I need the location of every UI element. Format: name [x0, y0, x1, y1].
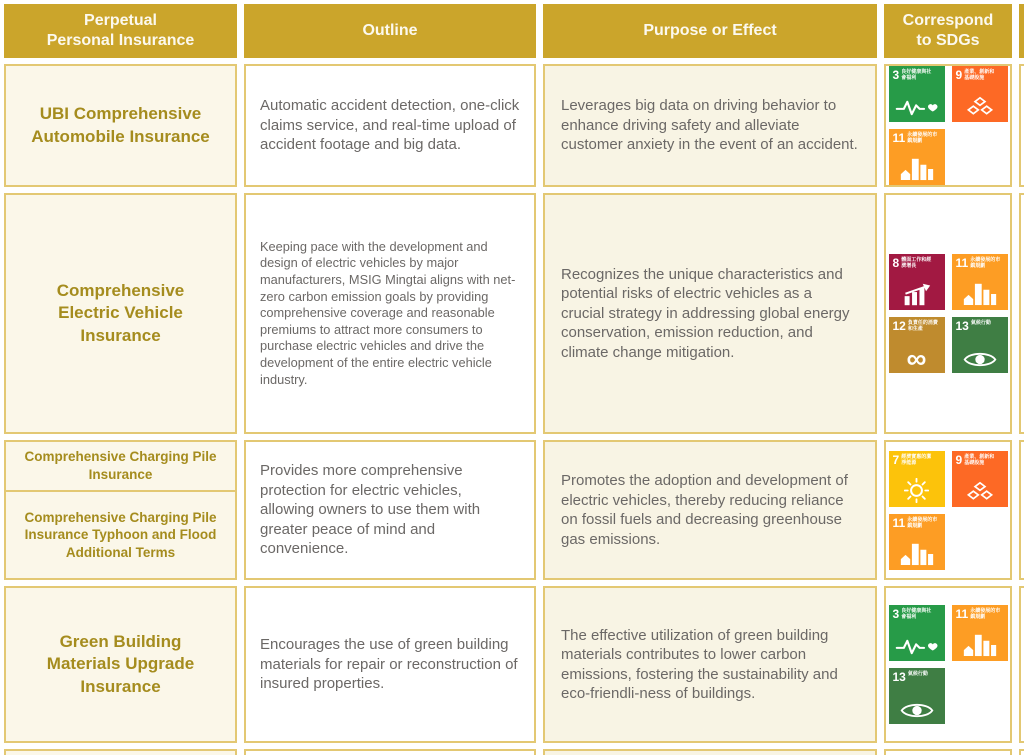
insurance-sdg-table [4, 4, 1024, 755]
purpose-cell [543, 64, 877, 187]
heartbeat-icon [889, 98, 945, 118]
sdg-cell [884, 64, 1012, 187]
sdg-tile-header [893, 517, 943, 529]
purpose-text: Recognizes the unique characteristics and potential risks of electric vehicles as a crucial strategy in addressing global energy conservation, emission reduction, and climate change mitigation. [561, 265, 850, 361]
sdg-number: 11 [892, 515, 906, 530]
sdg-11-icon [952, 254, 1008, 310]
header-edge-sliver [1019, 4, 1024, 58]
sdg-number: 11 [955, 256, 969, 270]
sun-icon [889, 478, 945, 503]
header-outline: Outline [244, 4, 536, 58]
header-correspond-to-sdgs: Correspond to SDGs [884, 4, 1012, 58]
sdg-icon-grid [889, 254, 1008, 373]
buildings-icon [952, 633, 1008, 657]
purpose-cell [543, 193, 877, 434]
heartbeat-icon [889, 637, 945, 657]
buildings-icon [889, 157, 945, 181]
eye-globe-icon [952, 350, 1008, 369]
sdg-11-icon [889, 514, 945, 570]
outline-cell [244, 193, 536, 434]
sdg-icon-grid [889, 451, 1008, 570]
header-perpetual-personal-insurance: Perpetual Personal Insurance [4, 4, 237, 58]
table-edge-cell [1019, 586, 1024, 743]
table-edge-cell [1019, 64, 1024, 187]
buildings-icon [889, 542, 945, 566]
outline-text: Provides more comprehensive protection for electric vehicles, allowing owners to use them with greater peace of mind and convenience. [260, 462, 481, 558]
insurance-name-subcell [6, 490, 235, 578]
purpose-text: The effective utilization of green building materials contributes to lower carbon emissions, fostering the sustainability and eco-friendli-ness of buildings. [561, 626, 838, 702]
sdg-icon-grid [889, 66, 1008, 185]
cropped-next-row-cell [543, 749, 877, 755]
insurance-name-subcell [6, 442, 235, 490]
cropped-next-row-cell [1019, 749, 1024, 755]
eye-globe-icon [889, 701, 945, 720]
sdg-cell [884, 440, 1012, 580]
growth-chart-icon [889, 283, 945, 306]
cubes-icon [952, 96, 1008, 118]
sdg-label: 永續發展的市鎮規劃 [970, 608, 1001, 620]
sdg-tile-header [956, 69, 1006, 81]
purpose-cell [543, 440, 877, 580]
sdg-number: 11 [955, 607, 969, 621]
cropped-next-row-cell [4, 749, 237, 755]
table-edge-cell [1019, 193, 1024, 434]
sdg-number: 13 [955, 319, 969, 333]
sdg-label: 產業、創新和基礎設施 [964, 453, 995, 466]
buildings-icon [952, 282, 1008, 306]
outline-text: Automatic accident detection, one-click claims service, and real-time upload of accident footage and big data. [260, 97, 520, 154]
sdg-label: 氣候行動 [907, 671, 928, 677]
insurance-name-cell [4, 64, 237, 187]
infinity-icon: ∞ [906, 343, 927, 373]
sdg-8-icon [889, 254, 945, 310]
sdg-tile-header [956, 608, 1006, 620]
sdg-number: 3 [892, 607, 900, 621]
sdg-12-icon [889, 317, 945, 373]
sdg-label: 良好健康與社會福利 [901, 69, 932, 81]
outline-text: Encourages the use of green building materials for repair or reconstruction of insured properties. [260, 636, 518, 693]
purpose-text: Leverages big data on driving behavior to enhance driving safety and alleviate customer anxiety in the event of an accident. [561, 97, 858, 154]
sdg-tile-header [893, 69, 943, 81]
sdg-tile-header [956, 454, 1006, 466]
purpose-text: Promotes the adoption and development of electric vehicles, thereby reducing reliance on fossil fuels and decreasing greenhouse gas emissions. [561, 472, 848, 548]
sdg-number: 9 [955, 68, 963, 82]
sdg-cell [884, 586, 1012, 743]
sdg-label: 良好健康與社會福利 [901, 608, 932, 620]
outline-text: Keeping pace with the development and design of electric vehicles by major manufacturers, MSIG Mingtai aligns with net-zero carbon emission goals by providing comprehensive coverage and reasonable premiums to attract more consumers to purchase electric vehicles and drive the development of the entire electric vehicle industry. [260, 238, 516, 387]
header-purpose-or-effect: Purpose or Effect [543, 4, 877, 58]
sdg-number: 3 [892, 68, 900, 82]
sdg-3-icon [889, 605, 945, 661]
insurance-name: Green Building Materials Upgrade Insurance [46, 632, 195, 696]
sdg-label: 負責任的消費和生產 [907, 320, 938, 332]
sdg-3-icon [889, 66, 945, 122]
sdg-label: 體面工作和經濟增長 [901, 257, 932, 269]
sdg-number: 9 [955, 452, 963, 467]
sdg-label: 永續發展的市鎮規劃 [907, 516, 938, 529]
sdg-label: 經濟實惠的潔淨能源 [901, 453, 932, 466]
insurance-name: UBI Comprehensive Automobile Insurance [31, 104, 210, 146]
outline-cell [244, 586, 536, 743]
sdg-label: 永續發展的市鎮規劃 [970, 257, 1001, 269]
sdg-11-icon [889, 129, 945, 185]
insurance-name: Comprehensive Charging Pile Insurance Typhoon and Flood Additional Terms [24, 509, 217, 560]
sdg-cell [884, 193, 1012, 434]
table-edge-cell [1019, 440, 1024, 580]
purpose-cell [543, 586, 877, 743]
sdg-label: 產業、創新和基礎設施 [964, 69, 995, 81]
sdg-tile-header [893, 132, 943, 144]
sdg-tile-header [956, 320, 1006, 332]
insurance-name-cell [4, 586, 237, 743]
sdg-number: 11 [892, 131, 906, 145]
sdg-label: 氣候行動 [970, 320, 991, 326]
sdg-number: 13 [892, 670, 906, 684]
sdg-tile-header [893, 257, 943, 269]
outline-cell [244, 64, 536, 187]
sdg-tile-header [893, 454, 943, 466]
cropped-next-row-cell [244, 749, 536, 755]
sdg-number: 8 [892, 256, 900, 270]
sdg-7-icon [889, 451, 945, 507]
insurance-name: Comprehensive Charging Pile Insurance [24, 449, 217, 482]
insurance-name-cell [4, 440, 237, 580]
cubes-icon [952, 481, 1008, 503]
sdg-13-icon [952, 317, 1008, 373]
sdg-tile-header [893, 608, 943, 620]
sdg-tile-header [893, 671, 943, 683]
insurance-name: Comprehensive Electric Vehicle Insurance [56, 281, 185, 345]
outline-cell [244, 440, 536, 580]
sdg-13-icon [889, 668, 945, 724]
sdg-icon-grid [889, 605, 1008, 724]
sdg-9-icon [952, 66, 1008, 122]
sdg-9-icon [952, 451, 1008, 507]
sdg-tile-header [893, 320, 943, 332]
sdg-label: 永續發展的市鎮規劃 [907, 132, 938, 144]
sdg-11-icon [952, 605, 1008, 661]
sdg-tile-header [956, 257, 1006, 269]
cropped-next-row-cell [884, 749, 1012, 755]
sdg-number: 12 [892, 319, 906, 333]
sdg-number: 7 [892, 452, 900, 467]
insurance-name-cell [4, 193, 237, 434]
